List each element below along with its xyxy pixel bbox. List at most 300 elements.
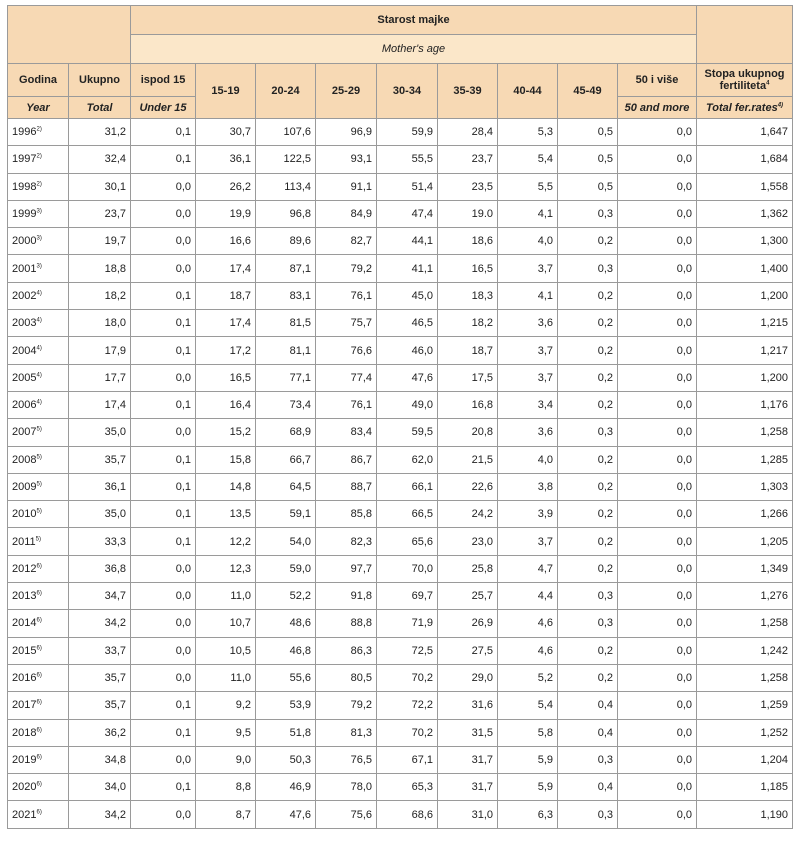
cell-a40: 5,4	[498, 146, 558, 173]
year-value: 2021	[12, 808, 37, 821]
year-cell	[8, 391, 69, 418]
cell-a50: 0,0	[618, 255, 697, 282]
cell-u15: 0,0	[131, 746, 196, 773]
table-row	[8, 255, 793, 282]
table-row	[8, 337, 793, 364]
table-row	[8, 391, 793, 418]
year-value: 2005	[12, 371, 37, 384]
cell-a20: 52,2	[256, 583, 316, 610]
cell-a50: 0,0	[618, 501, 697, 528]
cell-total: 35,7	[69, 692, 131, 719]
cell-a50: 0,0	[618, 282, 697, 309]
year-cell	[8, 528, 69, 555]
cell-tfr: 1,362	[697, 200, 793, 227]
year-cell	[8, 692, 69, 719]
cell-a35: 24,2	[438, 501, 498, 528]
year-footnote: 3)	[36, 235, 42, 242]
cell-a15: 17,4	[196, 255, 256, 282]
cell-a45: 0,5	[558, 119, 618, 146]
year-cell	[8, 610, 69, 637]
year-cell	[8, 119, 69, 146]
cell-a20: 81,5	[256, 310, 316, 337]
cell-a20: 77,1	[256, 364, 316, 391]
cell-u15: 0,1	[131, 337, 196, 364]
cell-a40: 5,3	[498, 119, 558, 146]
col-tfr-en-note: 4)	[777, 101, 784, 108]
cell-a40: 3,7	[498, 255, 558, 282]
cell-u15: 0,1	[131, 774, 196, 801]
cell-a20: 66,7	[256, 446, 316, 473]
cell-a15: 10,5	[196, 637, 256, 664]
year-cell	[8, 801, 69, 828]
year-cell	[8, 473, 69, 500]
year-value: 2000	[12, 235, 37, 248]
cell-a35: 26,9	[438, 610, 498, 637]
cell-tfr: 1,204	[697, 746, 793, 773]
year-value: 2010	[12, 508, 37, 521]
cell-a25: 96,9	[316, 119, 377, 146]
cell-a20: 68,9	[256, 419, 316, 446]
cell-u15: 0,0	[131, 637, 196, 664]
year-footnote: 2)	[36, 153, 42, 160]
cell-u15: 0,0	[131, 583, 196, 610]
cell-total: 30,1	[69, 173, 131, 200]
year-value: 2004	[12, 344, 37, 357]
cell-a30: 46,5	[377, 310, 438, 337]
cell-a40: 3,7	[498, 364, 558, 391]
table-row	[8, 310, 793, 337]
cell-a50: 0,0	[618, 610, 697, 637]
cell-a50: 0,0	[618, 119, 697, 146]
table-row	[8, 146, 793, 173]
year-value: 2014	[12, 617, 37, 630]
cell-a40: 4,0	[498, 228, 558, 255]
cell-a25: 79,2	[316, 255, 377, 282]
table-row	[8, 282, 793, 309]
cell-u15: 0,1	[131, 446, 196, 473]
cell-a15: 19,9	[196, 200, 256, 227]
cell-a45: 0,2	[558, 555, 618, 582]
cell-u15: 0,0	[131, 419, 196, 446]
cell-tfr: 1,276	[697, 583, 793, 610]
cell-u15: 0,1	[131, 719, 196, 746]
cell-a45: 0,4	[558, 774, 618, 801]
cell-u15: 0,0	[131, 555, 196, 582]
cell-tfr: 1,190	[697, 801, 793, 828]
cell-a45: 0,2	[558, 473, 618, 500]
cell-a40: 4,1	[498, 200, 558, 227]
cell-a15: 12,2	[196, 528, 256, 555]
cell-a45: 0,2	[558, 282, 618, 309]
cell-total: 17,9	[69, 337, 131, 364]
year-footnote: 6)	[36, 563, 42, 570]
year-footnote: 3)	[36, 262, 42, 269]
year-cell	[8, 364, 69, 391]
cell-a15: 9,2	[196, 692, 256, 719]
year-footnote: 6)	[36, 645, 42, 652]
cell-total: 31,2	[69, 119, 131, 146]
cell-a15: 11,0	[196, 583, 256, 610]
cell-a40: 5,9	[498, 746, 558, 773]
year-value: 1996	[12, 126, 37, 139]
cell-a40: 4,4	[498, 583, 558, 610]
cell-a45: 0,2	[558, 364, 618, 391]
year-cell	[8, 719, 69, 746]
year-value: 2006	[12, 399, 37, 412]
table-row	[8, 419, 793, 446]
cell-a45: 0,2	[558, 528, 618, 555]
cell-a50: 0,0	[618, 583, 697, 610]
cell-a20: 47,6	[256, 801, 316, 828]
cell-a20: 113,4	[256, 173, 316, 200]
year-cell	[8, 255, 69, 282]
cell-a30: 59,9	[377, 119, 438, 146]
cell-u15: 0,0	[131, 173, 196, 200]
cell-a30: 45,0	[377, 282, 438, 309]
cell-a30: 44,1	[377, 228, 438, 255]
header-blank-right	[697, 6, 793, 64]
cell-a35: 19.0	[438, 200, 498, 227]
year-footnote: 4)	[36, 399, 42, 406]
cell-tfr: 1,242	[697, 637, 793, 664]
cell-total: 34,0	[69, 774, 131, 801]
cell-a20: 59,0	[256, 555, 316, 582]
cell-a25: 76,1	[316, 282, 377, 309]
cell-total: 36,1	[69, 473, 131, 500]
cell-a40: 5,4	[498, 692, 558, 719]
col-year: Godina	[8, 64, 69, 97]
cell-u15: 0,0	[131, 228, 196, 255]
year-value: 2008	[12, 453, 37, 466]
cell-tfr: 1,684	[697, 146, 793, 173]
cell-a45: 0,2	[558, 310, 618, 337]
cell-u15: 0,1	[131, 473, 196, 500]
table-row	[8, 774, 793, 801]
cell-a25: 78,0	[316, 774, 377, 801]
col-age-35-39: 35-39	[438, 64, 498, 119]
cell-a20: 96,8	[256, 200, 316, 227]
cell-a35: 31,6	[438, 692, 498, 719]
cell-a45: 0,4	[558, 692, 618, 719]
cell-a20: 87,1	[256, 255, 316, 282]
year-cell	[8, 282, 69, 309]
cell-tfr: 1,349	[697, 555, 793, 582]
cell-a15: 9,0	[196, 746, 256, 773]
cell-a35: 18,2	[438, 310, 498, 337]
cell-a45: 0,5	[558, 173, 618, 200]
cell-a45: 0,3	[558, 801, 618, 828]
col-year-en: Year	[8, 97, 69, 119]
cell-a35: 31,0	[438, 801, 498, 828]
table-row	[8, 801, 793, 828]
cell-u15: 0,1	[131, 119, 196, 146]
fertility-table	[7, 5, 793, 829]
cell-a35: 23,5	[438, 173, 498, 200]
year-value: 1997	[12, 153, 37, 166]
cell-tfr: 1,400	[697, 255, 793, 282]
cell-a20: 53,9	[256, 692, 316, 719]
cell-a15: 10,7	[196, 610, 256, 637]
cell-a25: 83,4	[316, 419, 377, 446]
table-row	[8, 610, 793, 637]
year-footnote: 6)	[36, 754, 42, 761]
cell-a20: 54,0	[256, 528, 316, 555]
cell-u15: 0,1	[131, 692, 196, 719]
cell-u15: 0,0	[131, 610, 196, 637]
cell-a30: 70,2	[377, 719, 438, 746]
year-value: 2003	[12, 317, 37, 330]
year-value: 2011	[12, 535, 36, 548]
cell-total: 35,0	[69, 419, 131, 446]
cell-a30: 71,9	[377, 610, 438, 637]
cell-a50: 0,0	[618, 637, 697, 664]
cell-tfr: 1,266	[697, 501, 793, 528]
table-row	[8, 692, 793, 719]
year-footnote: 2)	[36, 126, 42, 133]
table-row	[8, 637, 793, 664]
year-value: 2009	[12, 481, 37, 493]
cell-total: 18,8	[69, 255, 131, 282]
year-value: 2012	[12, 562, 37, 575]
col-age-40-44: 40-44	[498, 64, 558, 119]
cell-a15: 18,7	[196, 282, 256, 309]
year-cell	[8, 774, 69, 801]
cell-a50: 0,0	[618, 391, 697, 418]
col-50-plus-en: 50 and more	[618, 97, 697, 119]
cell-a40: 6,3	[498, 801, 558, 828]
cell-a30: 66,1	[377, 473, 438, 500]
year-footnote: 3)	[36, 208, 42, 215]
year-value: 2020	[12, 781, 37, 794]
cell-a15: 12,3	[196, 555, 256, 582]
cell-a40: 5,8	[498, 719, 558, 746]
cell-a50: 0,0	[618, 228, 697, 255]
cell-a50: 0,0	[618, 310, 697, 337]
cell-a25: 77,4	[316, 364, 377, 391]
cell-a30: 72,5	[377, 637, 438, 664]
cell-a40: 3,6	[498, 310, 558, 337]
year-cell	[8, 337, 69, 364]
year-cell	[8, 664, 69, 691]
col-tfr-label: Stopa ukupnog fertiliteta	[704, 68, 785, 92]
cell-a15: 16,4	[196, 391, 256, 418]
year-value: 2018	[12, 726, 37, 739]
year-footnote: 4)	[36, 290, 42, 297]
cell-a15: 36,1	[196, 146, 256, 173]
cell-total: 35,7	[69, 446, 131, 473]
cell-a40: 5,5	[498, 173, 558, 200]
cell-a50: 0,0	[618, 664, 697, 691]
cell-a45: 0,3	[558, 255, 618, 282]
cell-a35: 27,5	[438, 637, 498, 664]
year-footnote: 6)	[36, 617, 42, 624]
cell-u15: 0,1	[131, 146, 196, 173]
year-cell	[8, 310, 69, 337]
cell-u15: 0,0	[131, 200, 196, 227]
cell-a35: 23,7	[438, 146, 498, 173]
cell-a30: 59,5	[377, 419, 438, 446]
cell-a45: 0,2	[558, 391, 618, 418]
cell-a30: 66,5	[377, 501, 438, 528]
col-total: Ukupno	[69, 64, 131, 97]
cell-a50: 0,0	[618, 801, 697, 828]
cell-a45: 0,3	[558, 746, 618, 773]
cell-a50: 0,0	[618, 746, 697, 773]
cell-a35: 31,7	[438, 746, 498, 773]
cell-a50: 0,0	[618, 337, 697, 364]
cell-a40: 3,9	[498, 501, 558, 528]
year-cell	[8, 583, 69, 610]
cell-a25: 88,8	[316, 610, 377, 637]
cell-a50: 0,0	[618, 364, 697, 391]
cell-a45: 0,2	[558, 501, 618, 528]
cell-tfr: 1,300	[697, 228, 793, 255]
cell-total: 18,2	[69, 282, 131, 309]
cell-a50: 0,0	[618, 419, 697, 446]
year-footnote: 6)	[36, 699, 42, 706]
mothers-age-title-en: Mother's age	[131, 35, 697, 64]
cell-a20: 122,5	[256, 146, 316, 173]
cell-tfr: 1,258	[697, 664, 793, 691]
cell-a25: 93,1	[316, 146, 377, 173]
cell-a30: 62,0	[377, 446, 438, 473]
cell-a45: 0,3	[558, 610, 618, 637]
cell-u15: 0,1	[131, 528, 196, 555]
cell-a15: 15,8	[196, 446, 256, 473]
cell-a50: 0,0	[618, 528, 697, 555]
cell-a30: 51,4	[377, 173, 438, 200]
mothers-age-title: Starost majke	[131, 6, 697, 35]
year-cell	[8, 555, 69, 582]
cell-a50: 0,0	[618, 173, 697, 200]
cell-a25: 82,3	[316, 528, 377, 555]
cell-a15: 14,8	[196, 473, 256, 500]
cell-a35: 20,8	[438, 419, 498, 446]
cell-a15: 9,5	[196, 719, 256, 746]
cell-total: 34,8	[69, 746, 131, 773]
col-tfr-note: 4	[766, 80, 770, 87]
cell-a35: 17,5	[438, 364, 498, 391]
cell-a35: 23,0	[438, 528, 498, 555]
cell-total: 34,2	[69, 801, 131, 828]
cell-a20: 81,1	[256, 337, 316, 364]
table-row	[8, 119, 793, 146]
cell-a35: 31,5	[438, 719, 498, 746]
cell-a25: 76,1	[316, 391, 377, 418]
year-value: 2002	[12, 289, 37, 302]
cell-total: 36,8	[69, 555, 131, 582]
table-row	[8, 228, 793, 255]
year-value: 2015	[12, 644, 37, 657]
col-age-30-34: 30-34	[377, 64, 438, 119]
cell-a50: 0,0	[618, 719, 697, 746]
cell-a25: 80,5	[316, 664, 377, 691]
year-value: 1999	[12, 208, 37, 221]
table-row	[8, 364, 793, 391]
cell-a45: 0,3	[558, 583, 618, 610]
year-footnote: 6)	[36, 672, 42, 679]
cell-a20: 46,8	[256, 637, 316, 664]
cell-a15: 30,7	[196, 119, 256, 146]
cell-a30: 55,5	[377, 146, 438, 173]
col-tfr-en-label: Total fer.rates	[705, 101, 778, 114]
cell-a35: 16,8	[438, 391, 498, 418]
cell-tfr: 1,205	[697, 528, 793, 555]
cell-a40: 4,1	[498, 282, 558, 309]
cell-u15: 0,1	[131, 282, 196, 309]
cell-a25: 76,5	[316, 746, 377, 773]
cell-a20: 107,6	[256, 119, 316, 146]
cell-a20: 51,8	[256, 719, 316, 746]
table-row	[8, 473, 793, 500]
col-under15-en: Under 15	[131, 97, 196, 119]
cell-a40: 5,2	[498, 664, 558, 691]
cell-total: 36,2	[69, 719, 131, 746]
col-age-15-19: 15-19	[196, 64, 256, 119]
year-cell	[8, 173, 69, 200]
cell-a35: 25,7	[438, 583, 498, 610]
cell-a20: 73,4	[256, 391, 316, 418]
cell-a45: 0,2	[558, 446, 618, 473]
cell-tfr: 1,217	[697, 337, 793, 364]
cell-a30: 68,6	[377, 801, 438, 828]
cell-a25: 91,8	[316, 583, 377, 610]
table-row	[8, 746, 793, 773]
cell-tfr: 1,176	[697, 391, 793, 418]
table-row	[8, 555, 793, 582]
cell-a50: 0,0	[618, 692, 697, 719]
cell-total: 35,0	[69, 501, 131, 528]
cell-tfr: 1,185	[697, 774, 793, 801]
table-row	[8, 446, 793, 473]
cell-a15: 13,5	[196, 501, 256, 528]
cell-a40: 3,4	[498, 391, 558, 418]
cell-a25: 85,8	[316, 501, 377, 528]
year-value: 1998	[12, 180, 37, 193]
cell-a40: 4,6	[498, 610, 558, 637]
cell-tfr: 1,647	[697, 119, 793, 146]
col-age-25-29: 25-29	[316, 64, 377, 119]
cell-a35: 16,5	[438, 255, 498, 282]
year-value: 2013	[12, 590, 37, 603]
cell-a30: 65,6	[377, 528, 438, 555]
cell-a15: 16,6	[196, 228, 256, 255]
cell-a40: 3,7	[498, 528, 558, 555]
cell-a45: 0,3	[558, 200, 618, 227]
cell-a15: 8,8	[196, 774, 256, 801]
cell-a40: 5,9	[498, 774, 558, 801]
year-cell	[8, 228, 69, 255]
cell-a30: 49,0	[377, 391, 438, 418]
cell-tfr: 1,285	[697, 446, 793, 473]
cell-a25: 76,6	[316, 337, 377, 364]
cell-a15: 8,7	[196, 801, 256, 828]
cell-a35: 31,7	[438, 774, 498, 801]
cell-tfr: 1,252	[697, 719, 793, 746]
cell-a40: 3,6	[498, 419, 558, 446]
cell-a15: 17,4	[196, 310, 256, 337]
cell-a45: 0,2	[558, 337, 618, 364]
cell-total: 33,3	[69, 528, 131, 555]
year-footnote: 5)	[36, 426, 42, 433]
cell-tfr: 1,200	[697, 364, 793, 391]
cell-a25: 82,7	[316, 228, 377, 255]
cell-a30: 47,6	[377, 364, 438, 391]
cell-a45: 0,2	[558, 664, 618, 691]
cell-a35: 22,6	[438, 473, 498, 500]
cell-a35: 18,3	[438, 282, 498, 309]
cell-a45: 0,3	[558, 419, 618, 446]
